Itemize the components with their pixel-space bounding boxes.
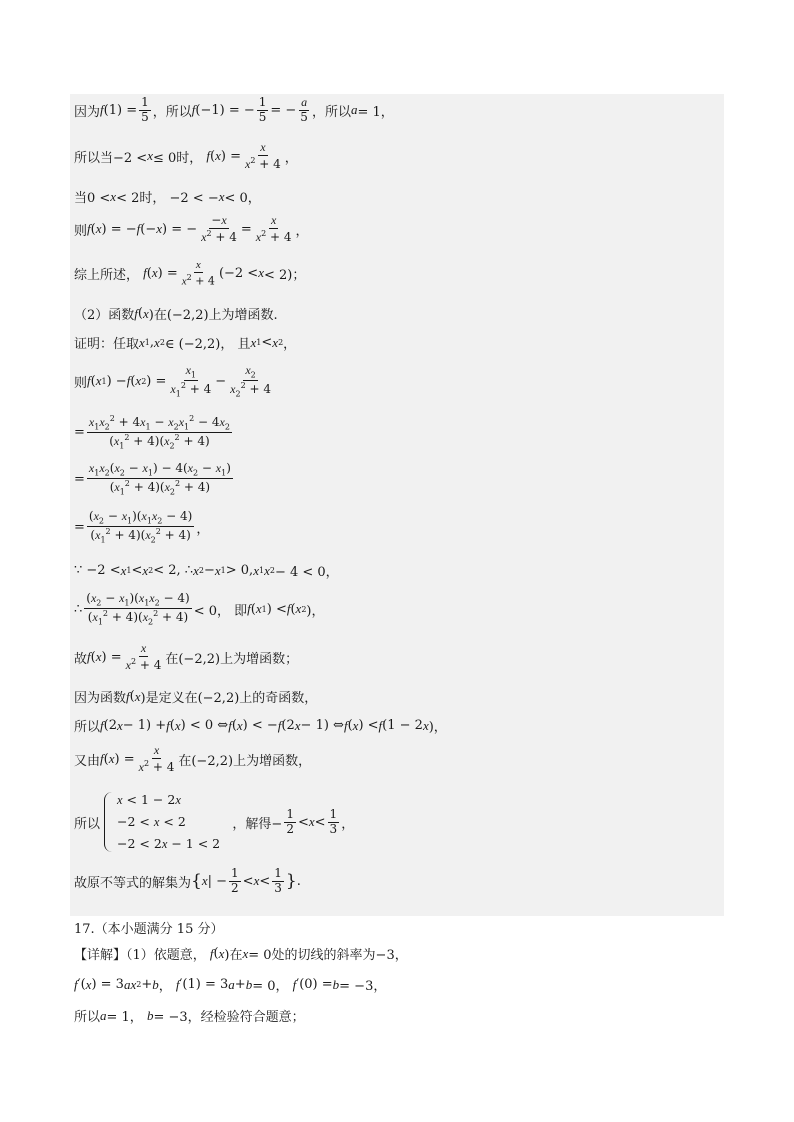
- solution-line-22: 所以 a = 1， b = −3，经检验符合题意；: [74, 1007, 305, 1025]
- solution-line-1: 因为 f (1) = $\frac{1}{5}$ ，所以 f (−1) = − $\frac{1}{5}$ = − $\frac{a}{5}$ ，所以 a = 1，: [74, 95, 394, 124]
- solution-line-19: 故原不等式的解集为 { x | − $\frac{1}{2}$ < x < $\frac{1}{3}$ } .: [74, 866, 301, 895]
- solution-line-17: 又由 f ( x ) = $\frac{x}{x^2 + 4}$ 在(−2,2)上为增函数，: [74, 743, 312, 774]
- solution-line-13: ∴ $\frac{(x_2 - x_1)(x_1x_2 - 4)}{(x_1^2 + 4)(x_2^2 + 4)}$ < 0， 即 f ( x 1 ) < f ( x 2 )，: [74, 591, 325, 626]
- solution-line-4: 则 f ( x ) = − f (− x ) = − $\frac{-x}{x^2 + 4}$ = $\frac{x}{x^2 + 4}$ ，: [74, 213, 309, 244]
- solution-line-15: 因为函数 f ( x )是定义在(−2,2)上的奇函数，: [74, 688, 318, 706]
- solution-line-9: = $\frac{x_1x_2^2 + 4x_1 - x_2x_1^2 - 4x_2}{(x_1^2 + 4)(x_2^2 + 4)}$: [74, 414, 230, 450]
- inequality-system: x < 1 − 2x −2 < x < 2 −2 < 2x − 1 < 2: [104, 792, 220, 852]
- solution-line-7: 证明：任取 x 1 , x 2 ∈ (−2,2)， 且 x 1 < x 2 ，: [74, 334, 297, 352]
- solution-line-18: 所以 x < 1 − 2x −2 < x < 2 −2 < 2x − 1 < 2 ，解得− $\frac{1}{2}$ < x < $\frac{1}{3}$ ，: [74, 792, 355, 851]
- solution-line-6: （2）函数 f ( x )在(−2,2)上为增函数.: [74, 305, 278, 323]
- solution-line-8: 则 f ( x 1 ) − f ( x 2 ) = $\frac{x_1}{x_1^2 + 4}$ − $\frac{x_2}{x_2^2 + 4}$: [74, 363, 271, 398]
- solution-line-3: 当0 < x < 2时， −2 < − x < 0，: [74, 188, 261, 206]
- solution-line-5: 综上所述， f ( x ) = $\frac{x}{x^2 + 4}$ (−2 < x < 2)；: [74, 259, 306, 288]
- problem-17-header: 17.（本小题满分 15 分）: [74, 922, 224, 937]
- solution-line-10: = $\frac{x_1x_2(x_2 - x_1) - 4(x_2 - x_1)}{(x_1^2 + 4)(x_2^2 + 4)}$: [74, 461, 231, 496]
- solution-line-2: 所以当−2 < x ≤ 0时， f ( x ) = $\frac{x}{x^2 + 4}$ ，: [74, 140, 298, 171]
- solution-line-11: = $\frac{(x_2 - x_1)(x_1x_2 - 4)}{(x_1^2 + 4)(x_2^2 + 4)}$ ，: [74, 509, 210, 544]
- solution-line-16: 所以 f (2 x − 1) + f ( x ) < 0 ⇔ f ( x ) < − f (2 x − 1) ⇔ f ( x ) < f (1 − 2 x )，: [74, 717, 447, 735]
- solution-line-14: 故 f ( x ) = $\frac{x}{x^2 + 4}$ 在(−2,2)上为增函数；: [74, 641, 299, 672]
- solution-line-20: 【详解】（1）依题意， f ( x )在 x = 0处的切线的斜率为−3，: [74, 945, 408, 963]
- solution-line-21: f ′( x ) = 3 ax 2 + b ， f ′(1) = 3 a + b = 0， f ′(0) = b = −3，: [74, 976, 387, 994]
- solution-line-12: ∵ −2 < x 1 < x 2 < 2, ∴ x 2 − x 1 > 0, x 1 x 2 − 4 < 0，: [74, 562, 339, 580]
